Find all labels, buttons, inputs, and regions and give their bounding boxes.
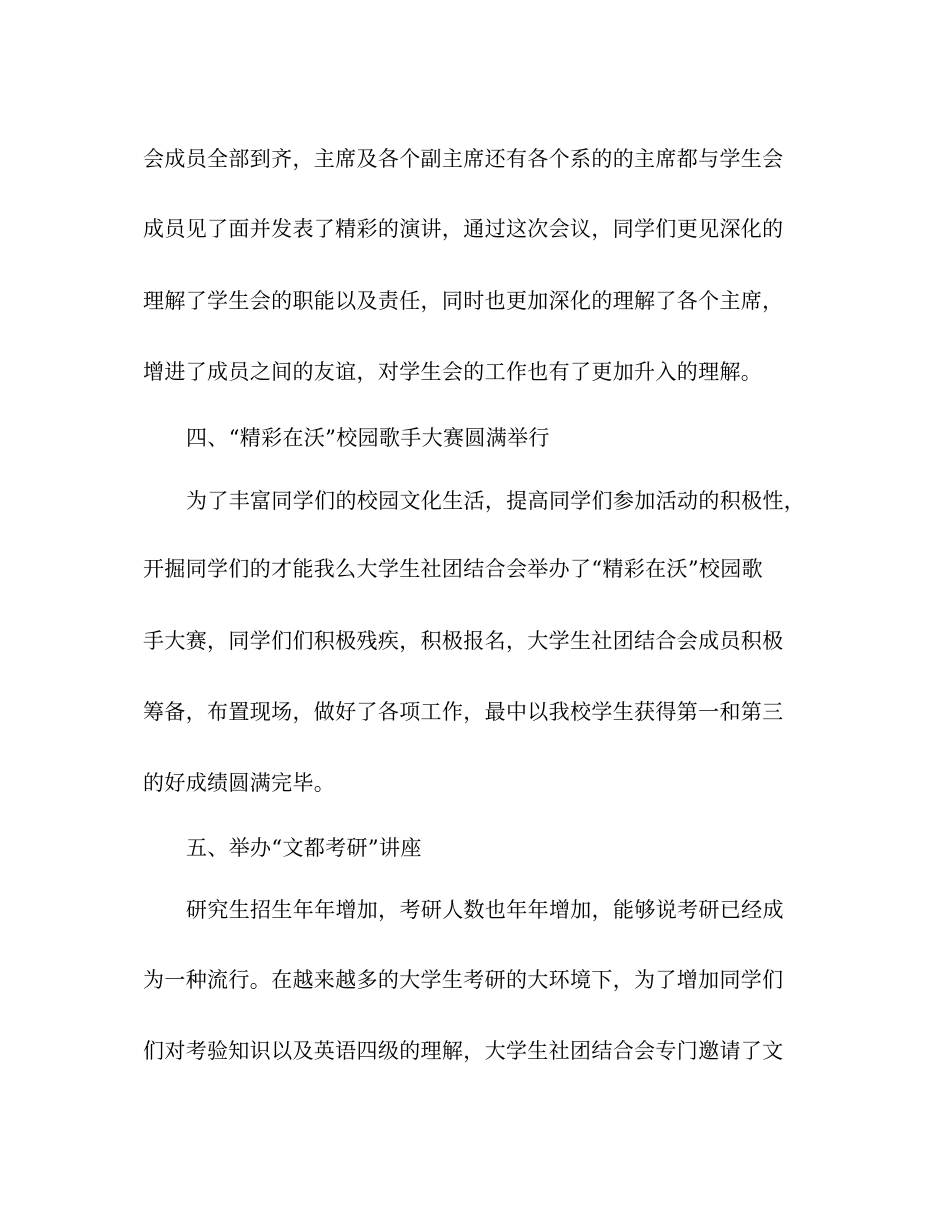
paragraph-line: 为一种流行。在越来越多的大学生考研的大环境下，为了增加同学们 <box>143 968 784 992</box>
paragraph-line: 为了丰富同学们的校园文化生活，提高同学们参加活动的积极性， <box>186 489 806 513</box>
paragraph-line: 研究生招生年年增加，考研人数也年年增加，能够说考研已经成 <box>186 898 784 922</box>
paragraph-line: 开掘同学们的才能我么大学生社团结合会举办了“精彩在沃”校园歌 <box>143 557 763 581</box>
paragraph-line: 筹备，布置现场，做好了各项工作，最中以我校学生获得第一和第三 <box>143 700 784 724</box>
paragraph-line: 的好成绩圆满完毕。 <box>143 771 336 795</box>
paragraph-line: 理解了学生会的职能以及责任，同时也更加深化的理解了各个主席， <box>143 289 784 313</box>
paragraph-line: 成员见了面并发表了精彩的演讲，通过这次会议，同学们更见深化的 <box>143 217 784 241</box>
paragraph-line: 会成员全部到齐，主席及各个副主席还有各个系的的主席都与学生会 <box>143 147 784 171</box>
paragraph-line: 们对考验知识以及英语四级的理解，大学生社团结合会专门邀请了文 <box>143 1039 784 1063</box>
paragraph-line: 手大赛，同学们们积极残疾，积极报名，大学生社团结合会成员积极 <box>143 629 784 653</box>
section-heading: 四、“精彩在沃”校园歌手大赛圆满举行 <box>186 426 550 450</box>
paragraph-line: 增进了成员之间的友谊，对学生会的工作也有了更加升入的理解。 <box>143 360 763 384</box>
section-heading: 五、举办“文都考研”讲座 <box>186 836 422 860</box>
